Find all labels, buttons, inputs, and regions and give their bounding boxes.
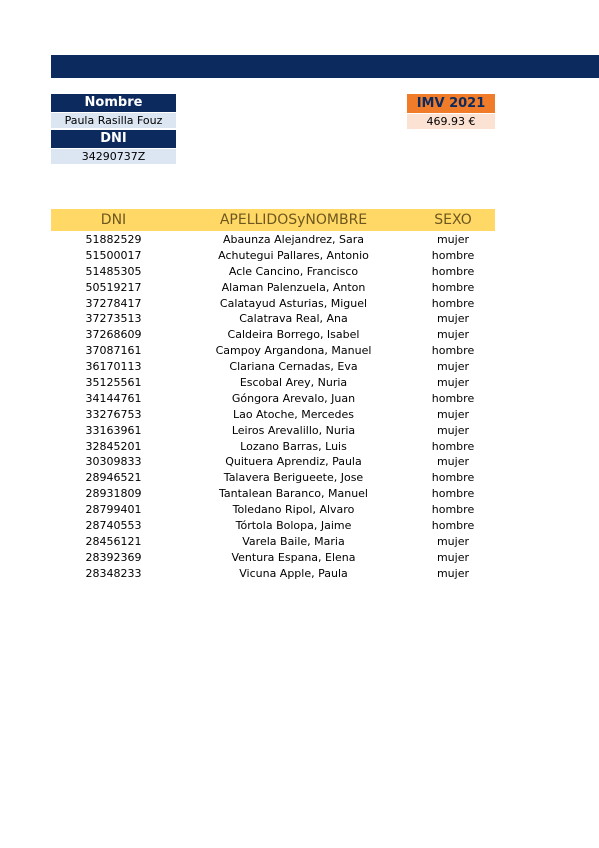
cell-name[interactable]: Varela Baile, Maria (242, 534, 345, 548)
cell-name[interactable]: Lao Atoche, Mercedes (232, 407, 355, 421)
cell-sexo[interactable]: mujer (436, 360, 470, 374)
cell-sexo[interactable]: mujer (436, 566, 470, 580)
cell-dni[interactable]: 28931809 (85, 487, 142, 501)
cell-name[interactable]: Calatayud Asturias, Miguel (219, 296, 368, 310)
cell-sexo[interactable]: hombre (431, 248, 475, 262)
cell-sexo[interactable]: hombre (431, 471, 475, 485)
cell-name[interactable]: Escobal Arey, Nuria (239, 376, 348, 390)
cell-sexo[interactable]: mujer (436, 550, 470, 564)
cell-name[interactable]: Achutegui Pallares, Antonio (218, 248, 369, 262)
cell-dni[interactable]: 37273513 (85, 312, 142, 326)
table-row[interactable] (51, 423, 495, 439)
cell-name[interactable]: Campoy Argandona, Manuel (215, 344, 372, 358)
table-row[interactable] (51, 534, 495, 550)
nombre-value-cell[interactable]: Paula Rasilla Fouz (51, 113, 176, 128)
cell-name[interactable]: Calatrava Real, Ana (239, 312, 348, 326)
table-row[interactable] (51, 296, 495, 312)
imv-label-cell: IMV 2021 (407, 94, 495, 113)
table-body (51, 232, 495, 582)
table-row[interactable] (51, 264, 495, 280)
cell-dni[interactable]: 32845201 (85, 439, 142, 453)
table-row[interactable] (51, 439, 495, 455)
cell-sexo[interactable]: mujer (436, 376, 470, 390)
cell-dni[interactable]: 33163961 (85, 423, 142, 437)
dni-value-cell[interactable]: 34290737Z (51, 149, 176, 164)
cell-sexo[interactable]: hombre (431, 391, 475, 405)
cell-sexo[interactable]: mujer (436, 233, 470, 246)
cell-sexo[interactable]: mujer (436, 534, 470, 548)
cell-sexo[interactable]: mujer (436, 328, 470, 342)
cell-dni[interactable]: 35125561 (85, 376, 142, 390)
title-banner (51, 55, 599, 78)
header-dni: DNI (100, 212, 127, 228)
cell-sexo[interactable]: mujer (436, 407, 470, 421)
cell-name[interactable]: Abaunza Alejandrez, Sara (222, 233, 365, 246)
table-row[interactable] (51, 232, 495, 248)
cell-sexo[interactable]: hombre (431, 344, 475, 358)
table-row[interactable] (51, 359, 495, 375)
cell-name[interactable]: Tórtola Bolopa, Jaime (235, 519, 352, 533)
table-row[interactable] (51, 550, 495, 566)
table-row[interactable] (51, 407, 495, 423)
table-row[interactable] (51, 280, 495, 296)
table-row[interactable] (51, 391, 495, 407)
cell-name[interactable]: Leiros Arevalillo, Nuria (231, 423, 356, 437)
table-row[interactable] (51, 486, 495, 502)
cell-dni[interactable]: 50519217 (85, 280, 142, 294)
cell-dni[interactable]: 51500017 (85, 248, 142, 262)
table-row[interactable] (51, 327, 495, 343)
cell-sexo[interactable]: hombre (431, 296, 475, 310)
table-row[interactable] (51, 248, 495, 264)
cell-sexo[interactable]: hombre (431, 280, 475, 294)
cell-dni[interactable]: 28392369 (85, 550, 142, 564)
cell-dni[interactable]: 37087161 (85, 344, 142, 358)
cell-name[interactable]: Talavera Berigueete, Jose (223, 471, 364, 485)
cell-name[interactable]: Vicuna Apple, Paula (239, 566, 348, 580)
cell-dni[interactable]: 36170113 (85, 360, 142, 374)
cell-dni[interactable]: 37268609 (85, 328, 142, 342)
cell-dni[interactable]: 28740553 (85, 519, 142, 533)
table-row[interactable] (51, 311, 495, 327)
header-sexo: SEXO (434, 212, 472, 228)
cell-dni[interactable]: 28348233 (85, 566, 142, 580)
dni-label-cell: DNI (51, 130, 176, 148)
table-row[interactable] (51, 343, 495, 359)
cell-sexo[interactable]: hombre (431, 519, 475, 533)
cell-name[interactable]: Quituera Aprendiz, Paula (225, 455, 362, 469)
table-row[interactable] (51, 375, 495, 391)
cell-dni[interactable]: 28799401 (85, 503, 142, 517)
table-row[interactable] (51, 518, 495, 534)
cell-name[interactable]: Clariana Cernadas, Eva (229, 360, 358, 374)
cell-sexo[interactable]: hombre (431, 439, 475, 453)
cell-sexo[interactable]: hombre (431, 264, 475, 278)
cell-dni[interactable]: 34144761 (85, 391, 142, 405)
cell-dni[interactable]: 51485305 (85, 264, 142, 278)
nombre-label-cell: Nombre (51, 94, 176, 112)
cell-name[interactable]: Acle Cancino, Francisco (228, 264, 359, 278)
cell-name[interactable]: Góngora Arevalo, Juan (231, 391, 356, 405)
cell-dni[interactable]: 28946521 (85, 471, 142, 485)
cell-sexo[interactable]: mujer (436, 455, 470, 469)
cell-name[interactable]: Ventura Espana, Elena (231, 550, 356, 564)
cell-sexo[interactable]: mujer (436, 423, 470, 437)
cell-name[interactable]: Tantalean Baranco, Manuel (219, 487, 368, 501)
cell-name[interactable]: Lozano Barras, Luis (240, 439, 347, 453)
cell-dni[interactable]: 37278417 (85, 296, 142, 310)
cell-name[interactable]: Caldeira Borrego, Isabel (227, 328, 360, 342)
cell-sexo[interactable]: hombre (431, 487, 475, 501)
cell-sexo[interactable]: mujer (436, 312, 470, 326)
cell-dni[interactable]: 33276753 (85, 407, 142, 421)
cell-dni[interactable]: 51882529 (85, 233, 142, 246)
cell-dni[interactable]: 30309833 (85, 455, 142, 469)
cell-name[interactable]: Alaman Palenzuela, Anton (221, 280, 366, 294)
table-row[interactable] (51, 502, 495, 518)
cell-sexo[interactable]: hombre (431, 503, 475, 517)
cell-name[interactable]: Toledano Ripol, Alvaro (232, 503, 355, 517)
cell-dni[interactable]: 28456121 (85, 534, 142, 548)
table-header (51, 209, 495, 231)
table-row[interactable] (51, 470, 495, 486)
table-row[interactable] (51, 566, 495, 582)
table-row[interactable] (51, 454, 495, 470)
header-apellidos-nombre: APELLIDOSyNOMBRE (219, 212, 368, 228)
imv-value-cell[interactable]: 469.93 € (407, 114, 495, 129)
